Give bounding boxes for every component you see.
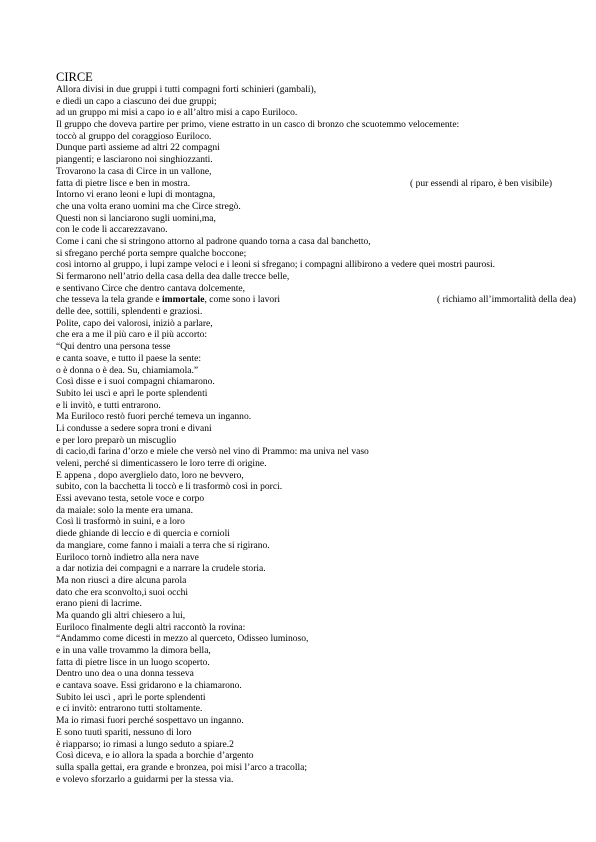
text-line: “Qui dentro una persona tesse bbox=[56, 341, 171, 353]
text-line: e canta soave, e tutto il paese la sente: bbox=[56, 352, 201, 364]
text-line: ad un gruppo mi misi a capo io e all’altro misi a capo Euriloco. bbox=[56, 107, 298, 119]
text-line: sulla spalla gettai, era grande e bronzea, poi misi l’arco a tracolla; bbox=[56, 761, 308, 773]
document-title: CIRCE bbox=[56, 70, 93, 84]
text-line: Intorno vi erano leoni e lupi di montagna, bbox=[56, 189, 216, 201]
text-line: Polite, capo dei valorosi, iniziò a parlare, bbox=[56, 317, 213, 329]
text-line: a dar notizia dei compagni e a narrare la crudele storia. bbox=[56, 563, 266, 575]
text-line: Ma non riuscì a dire alcuna parola bbox=[56, 574, 187, 586]
text-line: così intorno al gruppo, i lupi zampe veloci e i leoni si sfregano; i compagni allibirono a vedere quei mostri paurosi. bbox=[56, 259, 496, 271]
text-line: Essi avevano testa, setole voce e corpo bbox=[56, 493, 205, 505]
text-line: piangenti; e lasciarono noi singhiozzanti. bbox=[56, 154, 213, 166]
text-line-segment: che tesseva la tela grande e bbox=[56, 294, 163, 306]
text-line: Ma Euriloco restò fuori perché temeva un inganno. bbox=[56, 411, 252, 423]
document-body bbox=[56, 84, 586, 785]
text-line: e per loro preparò un miscuglio bbox=[56, 434, 177, 446]
text-line: dato che era sconvolto,i suoi occhi bbox=[56, 586, 189, 598]
text-line: Ma quando gli altri chiesero a lui, bbox=[56, 609, 186, 621]
text-line: e diedi un capo a ciascuno dei due gruppi; bbox=[56, 95, 217, 107]
text-line: e ci invitò: entrarono tutti stoltamente. bbox=[56, 703, 203, 715]
text-line: Subito lei uscì , aprì le porte splendenti bbox=[56, 691, 206, 703]
text-line: Ma io rimasi fuori perché sospettavo un inganno. bbox=[56, 715, 244, 727]
text-line: Così disse e i suoi compagni chiamarono. bbox=[56, 376, 215, 388]
text-line: si sfregano perché porta sempre qualche boccone; bbox=[56, 247, 247, 259]
text-line: Allora divisi in due gruppi i tutti compagni forti schinieri (gambali), bbox=[56, 84, 317, 95]
text-line: Dunque partì assieme ad altri 22 compagni bbox=[56, 142, 220, 154]
text-line: e li invitò, e tutti entrarono. bbox=[56, 399, 161, 411]
text-line: che era a me il più caro e il più accorto: bbox=[56, 329, 208, 341]
text-line: da mangiare, come fanno i maiali a terra che si rigirano. bbox=[56, 539, 270, 551]
text-line: E sono tuuti spariti, nessuno di loro bbox=[56, 726, 192, 738]
text-line: Subito lei uscì e aprì le porte splendenti bbox=[56, 387, 208, 399]
text-line: Questi non si lanciarono sugli uomini,ma, bbox=[56, 212, 216, 224]
text-line-with-note bbox=[56, 178, 586, 190]
text-line: che una volta erano uomini ma che Circe stregò. bbox=[56, 200, 241, 212]
text-line: erano pieni di lacrime. bbox=[56, 598, 142, 610]
text-line: e volevo sforzarlo a guidarmi per la stessa via. bbox=[56, 773, 234, 785]
emphasized-word: immortale bbox=[162, 294, 205, 306]
text-line: è riapparso; io rimasi a lungo seduto a spiare.2 bbox=[56, 738, 234, 750]
text-line: Li condusse a sedere sopra troni e divani bbox=[56, 422, 212, 434]
text-line: “Andammo come dicesti in mezzo al querceto, Odisseo luminoso, bbox=[56, 633, 309, 645]
text-line: o è donna o è dea. Su, chiamiamola.” bbox=[56, 364, 199, 376]
text-line: da maiale: solo la mente era umana. bbox=[56, 504, 194, 516]
text-line: Dentro uno dea o una donna tesseva bbox=[56, 668, 194, 680]
text-line: Così diceva, e io allora la spada a borchie d’argento bbox=[56, 750, 254, 762]
text-line: Euriloco tornò indietro alla nera nave bbox=[56, 551, 199, 563]
text-line: E appena , dopo averglielo dato, loro ne bevvero, bbox=[56, 469, 244, 481]
text-line-segment: , come sono i lavori bbox=[204, 294, 281, 306]
text-line: Euriloco finalmente degli altri raccontò la rovina: bbox=[56, 621, 246, 633]
text-line-with-note bbox=[56, 294, 586, 306]
text-line-segment: fatta di pietre lisce e ben in mostra. bbox=[56, 177, 191, 189]
text-line: con le code li accarezzavano. bbox=[56, 224, 168, 236]
text-line: veleni, perché si dimenticassero le loro terre di origine. bbox=[56, 458, 267, 469]
text-line: fatta di pietre lisce in un luogo scoperto. bbox=[56, 656, 210, 668]
text-line: diede ghiande di leccio e di quercia e cornioli bbox=[56, 528, 230, 540]
text-line: Come i cani che si stringono attorno al padrone quando torna a casa dal banchetto, bbox=[56, 235, 371, 247]
text-line: e cantava soave. Essi gridarono e la chiamarono. bbox=[56, 680, 242, 692]
margin-note: ( richiamo all’immortalità della dea) bbox=[437, 294, 576, 306]
text-line: Si fermarono nell’atrio della casa della dea dalle trecce belle, bbox=[56, 271, 290, 282]
text-line: toccò al gruppo del coraggioso Euriloco. bbox=[56, 130, 212, 142]
text-line: di cacio,di farina d’orzo e miele che versò nel vino di Prammo: ma univa nel vaso bbox=[56, 446, 369, 458]
text-line: Trovarono la casa di Circe in un vallone, bbox=[56, 165, 212, 177]
margin-note: ( pur essendi al riparo, è ben visibile) bbox=[410, 177, 553, 189]
text-line: Così li trasformò in suini, e a loro bbox=[56, 516, 185, 528]
text-line: subito, con la bacchetta li toccò e li trasformò così in porci. bbox=[56, 481, 283, 493]
text-line: delle dee, sottili, splendenti e graziosi. bbox=[56, 306, 203, 318]
text-line: e in una valle trovammo la dimora bella, bbox=[56, 645, 211, 656]
text-line: e sentivano Circe che dentro cantava dolcemente, bbox=[56, 282, 245, 294]
text-line: Il gruppo che doveva partire per primo, viene estratto in un casco di bronzo che scuotemmo velocemente: bbox=[56, 119, 460, 131]
